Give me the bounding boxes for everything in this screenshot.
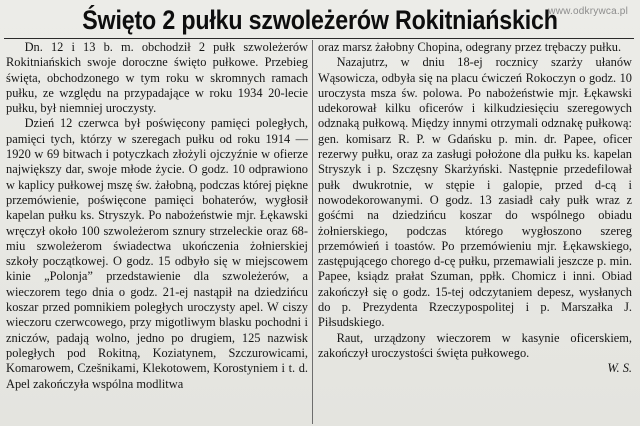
article-column-right bbox=[318, 40, 632, 377]
paragraph-day-one: Dzień 12 czerwca był poświęcony pamięci poległych, pamięci tych, którzy w szeregach pułku od roku 1914 — 1920 w 69 bitwach i potyczkach złożyli ojczyźnie w ofierze największy dar, swoje młode życie. O godz. 10 odprawiono w kaplicy pułkowej mszę św. żałobną, podczas której piękne przemówienie, poświęcone pamięci bohaterów, wygłosił kapelan pułku ks. Stryszyk. Po nabożeństwie mjr. Łękawski wręczył około 100 szwoleżerom sznury strzeleckie oraz 68-miu szwoleżerom świadectwa ukończenia żołnierskiej szkoły początkowej. O godz. 15 odbyło się w miejscowem kinie „Polonja” przedstawienie dla szwoleżerów, a wieczorem tego dnia o godz. 21-ej nastąpił na dziedzińcu koszar przed pomnikiem poległych uroczysty apel. W ciszy wieczoru czerwcowego, przy migotliwym blasku pochodni i zniczów, padają wolno, jedno po drugiem, 125 nazwisk poległych pod Rokitną, Koziatynem, Szczurowicami, Komarowem, Czešnikami, Klekotowem, Korostyniem i t. d. Apel zakończyła wspólna modlitwa bbox=[6, 116, 308, 391]
article-headline: Święto 2 pułku szwoleżerów Rokitniańskich bbox=[82, 5, 558, 35]
source-watermark: www.odkrywca.pl bbox=[548, 6, 628, 17]
paragraph-raut: Raut, urządzony wieczorem w kasynie oficerskiem, zakończył uroczystości święta pułkowego. bbox=[318, 330, 632, 360]
paragraph-continuation: oraz marsz żałobny Chopina, odegrany przez trębaczy pułku. bbox=[318, 40, 622, 54]
headline-rule bbox=[4, 38, 634, 39]
paragraph-intro: Dn. 12 i 13 b. m. obchodził 2 pułk szwoleżerów Rokitniańskich swoje doroczne święto pułkowe. Przebieg święta, obchodzonego w tym roku w skromnych ramach pułku, ze względu na przypadające w roku 1934 20-lecie pułku, był niemniej uroczysty. bbox=[6, 40, 308, 116]
article-column-left bbox=[6, 40, 308, 392]
paragraph-day-two: Nazajutrz, w dniu 18-ej rocznicy szarży ułanów Wąsowicza, odbyła się na placu ćwiczeń Rokoczyn o godz. 10 uroczysta msza św. polowa. Po nabożeństwie mjr. Łękawski udekorował kilku oficerów i kilkudziesięciu szeregowych odznaką pułkową. Między innymi otrzymali odznakę pułkową: gen. komisarz R. P. w Gdańsku p. min. dr. Papee, oficer rezerwy pułku, oraz za zasługi położone dla pułku ks. kapelan Stryszyk i p. Szczęsny Skarżyński. Następnie przedefilował pułk dwukrotnie, w stępie i galopie, przed d-cą i nowodekorowanymi. O godz. 13 zasiadł cały pułk wraz z gośćmi na dziedzińcu koszar do wspólnego obiadu żołnierskiego, podczas którego wygłoszono szereg przemówień i toastów. Po przemówieniu mjr. Łękawskiego, zastępującego chorego d-cę pułku, przemawiali jeszcze p. min. Papee, ksiądz prałat Szuman, ppłk. Chomicz i inni. Obiad zakończył się o godz. 15-tej odczytaniem depesz, wysłanych do p. Prezydenta Rzeczypospolitej i p. Marszałka J. Piłsudskiego. bbox=[318, 55, 632, 330]
author-signature: W. S. bbox=[607, 361, 632, 376]
column-divider bbox=[312, 40, 313, 424]
